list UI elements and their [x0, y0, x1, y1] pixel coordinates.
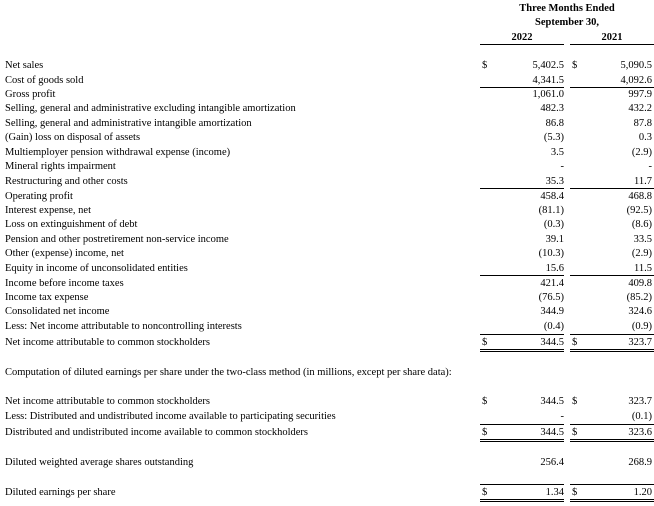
row-label: Selling, general and administrative intangible amortization [5, 118, 252, 129]
total-double-rule [480, 439, 564, 440]
value-2021: 33.5 [633, 234, 652, 245]
row-label: Diluted weighted average shares outstanding [5, 457, 194, 468]
total-double-rule [570, 499, 654, 500]
row-label: Interest expense, net [5, 205, 92, 216]
total-double-rule [480, 441, 564, 442]
row-label: Selling, general and administrative excluding intangible amortization [5, 103, 296, 114]
value-2021: 5,090.5 [620, 60, 652, 71]
value-2022: (0.3) [543, 219, 564, 230]
value-2021: (8.6) [631, 219, 652, 230]
total-double-rule [480, 349, 564, 350]
value-2021: (0.1) [631, 411, 652, 422]
value-2022: 344.5 [540, 396, 564, 407]
subtotal-rule [570, 484, 654, 485]
header-underline-2021 [570, 44, 654, 45]
value-2022: (10.3) [538, 248, 564, 259]
value-2022: 5,402.5 [532, 60, 564, 71]
subtotal-rule [570, 334, 654, 335]
total-double-rule [480, 351, 564, 352]
value-2022: (76.5) [538, 292, 564, 303]
currency-symbol: $ [482, 487, 488, 498]
subtotal-rule [570, 87, 654, 88]
value-2021: - [648, 161, 652, 172]
row-label: Income before income taxes [5, 278, 124, 289]
value-2021: 468.8 [628, 191, 652, 202]
value-2022: (0.4) [543, 321, 564, 332]
value-2022: 344.9 [540, 306, 564, 317]
value-2021: 323.7 [628, 337, 652, 348]
total-double-rule [570, 351, 654, 352]
value-2021: 432.2 [628, 103, 652, 114]
value-2022: - [560, 161, 564, 172]
value-2022: 3.5 [550, 147, 564, 158]
row-label: Equity in income of unconsolidated entities [5, 263, 188, 274]
column-group-header-line2: September 30, [535, 17, 599, 28]
row-label: Cost of goods sold [5, 75, 84, 86]
value-2021: 1.20 [633, 487, 652, 498]
column-header-2021: 2021 [601, 32, 623, 43]
row-label: Other (expense) income, net [5, 248, 124, 259]
total-double-rule [570, 441, 654, 442]
subtotal-rule [480, 188, 564, 189]
value-2021: 409.8 [628, 278, 652, 289]
value-2021: 997.9 [628, 89, 652, 100]
row-label: Restructuring and other costs [5, 176, 128, 187]
row-label: Diluted earnings per share [5, 487, 116, 498]
value-2022: 4,341.5 [532, 75, 564, 86]
value-2021: (2.9) [631, 147, 652, 158]
value-2022: 1,061.0 [532, 89, 564, 100]
column-group-header-line1: Three Months Ended [519, 3, 615, 14]
row-label: Mineral rights impairment [5, 161, 116, 172]
value-2022: (5.3) [543, 132, 564, 143]
subtotal-rule [570, 275, 654, 276]
subtotal-rule [480, 484, 564, 485]
value-2021: 323.7 [628, 396, 652, 407]
value-2022: (81.1) [538, 205, 564, 216]
total-double-rule [480, 501, 564, 502]
value-2021: 11.7 [634, 176, 652, 187]
row-label: Net income attributable to common stockholders [5, 396, 210, 407]
total-double-rule [570, 349, 654, 350]
value-2022: 458.4 [540, 191, 564, 202]
row-label: Consolidated net income [5, 306, 110, 317]
value-2022: 344.5 [540, 337, 564, 348]
row-label: Less: Distributed and undistributed income available to participating securities [5, 411, 336, 422]
currency-symbol: $ [572, 60, 578, 71]
row-label: Income tax expense [5, 292, 89, 303]
value-2021: 268.9 [628, 457, 652, 468]
value-2022: 421.4 [540, 278, 564, 289]
row-label: Less: Net income attributable to noncontrolling interests [5, 321, 242, 332]
subtotal-rule [480, 334, 564, 335]
currency-symbol: $ [572, 427, 578, 438]
row-label: Gross profit [5, 89, 56, 100]
value-2022: 1.34 [545, 487, 564, 498]
value-2022: 256.4 [540, 457, 564, 468]
row-label: Pension and other postretirement non-service income [5, 234, 229, 245]
value-2021: (92.5) [626, 205, 652, 216]
row-label: Multiemployer pension withdrawal expense (income) [5, 147, 231, 158]
value-2021: 0.3 [638, 132, 652, 143]
value-2022: 15.6 [545, 263, 564, 274]
value-2021: 87.8 [633, 118, 652, 129]
currency-symbol: $ [482, 337, 488, 348]
value-2022: 86.8 [545, 118, 564, 129]
row-label: Operating profit [5, 191, 73, 202]
value-2021: 323.6 [628, 427, 652, 438]
currency-symbol: $ [572, 337, 578, 348]
value-2022: 482.3 [540, 103, 564, 114]
total-double-rule [480, 499, 564, 500]
total-double-rule [570, 501, 654, 502]
row-label: (Gain) loss on disposal of assets [5, 132, 141, 143]
subtotal-rule [570, 424, 654, 425]
row-label: Loss on extinguishment of debt [5, 219, 138, 230]
currency-symbol: $ [482, 427, 488, 438]
row-label: Net income attributable to common stockholders [5, 337, 210, 348]
value-2021: (85.2) [626, 292, 652, 303]
subtotal-rule [480, 87, 564, 88]
value-2021: 4,092.6 [620, 75, 652, 86]
subtotal-rule [480, 424, 564, 425]
value-2022: 39.1 [545, 234, 564, 245]
value-2021: 324.6 [628, 306, 652, 317]
currency-symbol: $ [482, 60, 488, 71]
value-2021: 11.5 [634, 263, 652, 274]
value-2021: (2.9) [631, 248, 652, 259]
currency-symbol: $ [572, 487, 578, 498]
row-label: Distributed and undistributed income available to common stockholders [5, 427, 308, 438]
currency-symbol: $ [572, 396, 578, 407]
value-2022: 35.3 [545, 176, 564, 187]
value-2022: - [560, 411, 564, 422]
subtotal-rule [570, 188, 654, 189]
row-label: Net sales [5, 60, 44, 71]
currency-symbol: $ [482, 396, 488, 407]
value-2022: 344.5 [540, 427, 564, 438]
total-double-rule [570, 439, 654, 440]
column-header-2022: 2022 [511, 32, 533, 43]
header-underline-2022 [480, 44, 564, 45]
value-2021: (0.9) [631, 321, 652, 332]
computation-title: Computation of diluted earnings per share under the two-class method (in millions, except per share data): [5, 367, 452, 378]
subtotal-rule [480, 275, 564, 276]
